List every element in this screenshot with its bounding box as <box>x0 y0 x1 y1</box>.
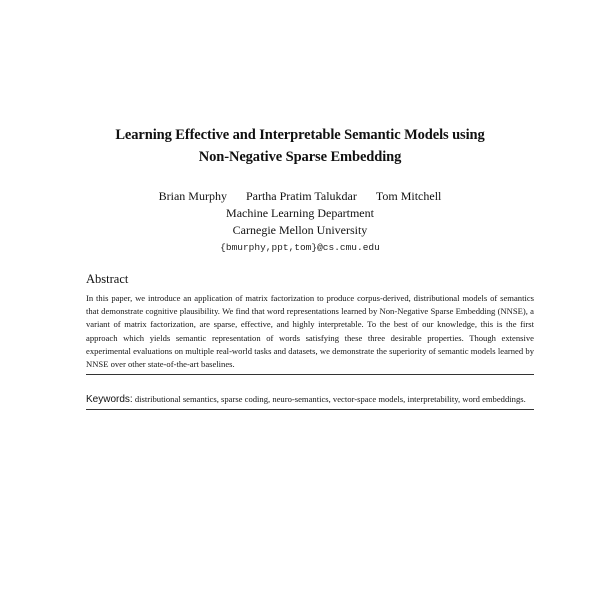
keywords-label: Keywords: <box>86 394 133 405</box>
university: Carnegie Mellon University <box>232 223 368 237</box>
author-name: Partha Pratim Talukdar <box>245 189 357 203</box>
department: Machine Learning Department <box>226 206 374 220</box>
author-email: {bmurphy,ppt,tom}@cs.cmu.edu <box>220 242 380 253</box>
keywords-text: distributional semantics, sparse coding, neuro-semantics, vector-space models, interpretability, word embeddings. <box>134 394 526 404</box>
paper-title <box>60 124 540 168</box>
abstract-heading: Abstract <box>86 272 129 286</box>
abstract-text: In this paper, we introduce an application of matrix factorization to produce corpus-derived, distributional models of semantics that demonstrate cognitive plausibility. We find that word representations learned by Non-Negative Sparse Embedding (NNSE), a variant of matrix factorization, are sparse, effective, and highly interpretable. To the best of our knowledge, this is the first approach which yields semantic representation of words satisfying these three desirable properties. Though extensive experimental evaluations on multiple real-world tasks and datasets, we demonstrate the superiority of semantic models learned by NNSE over other state-of-the-art baselines. <box>86 292 534 375</box>
author-names <box>60 188 540 205</box>
title-line-2: Non-Negative Sparse Embedding <box>198 149 402 165</box>
author-name: Tom Mitchell <box>375 189 442 203</box>
author-name: Brian Murphy <box>158 189 227 203</box>
author-block <box>60 188 540 256</box>
keywords-block <box>86 393 534 410</box>
title-line-1: Learning Effective and Interpretable Semantic Models using <box>115 127 485 143</box>
